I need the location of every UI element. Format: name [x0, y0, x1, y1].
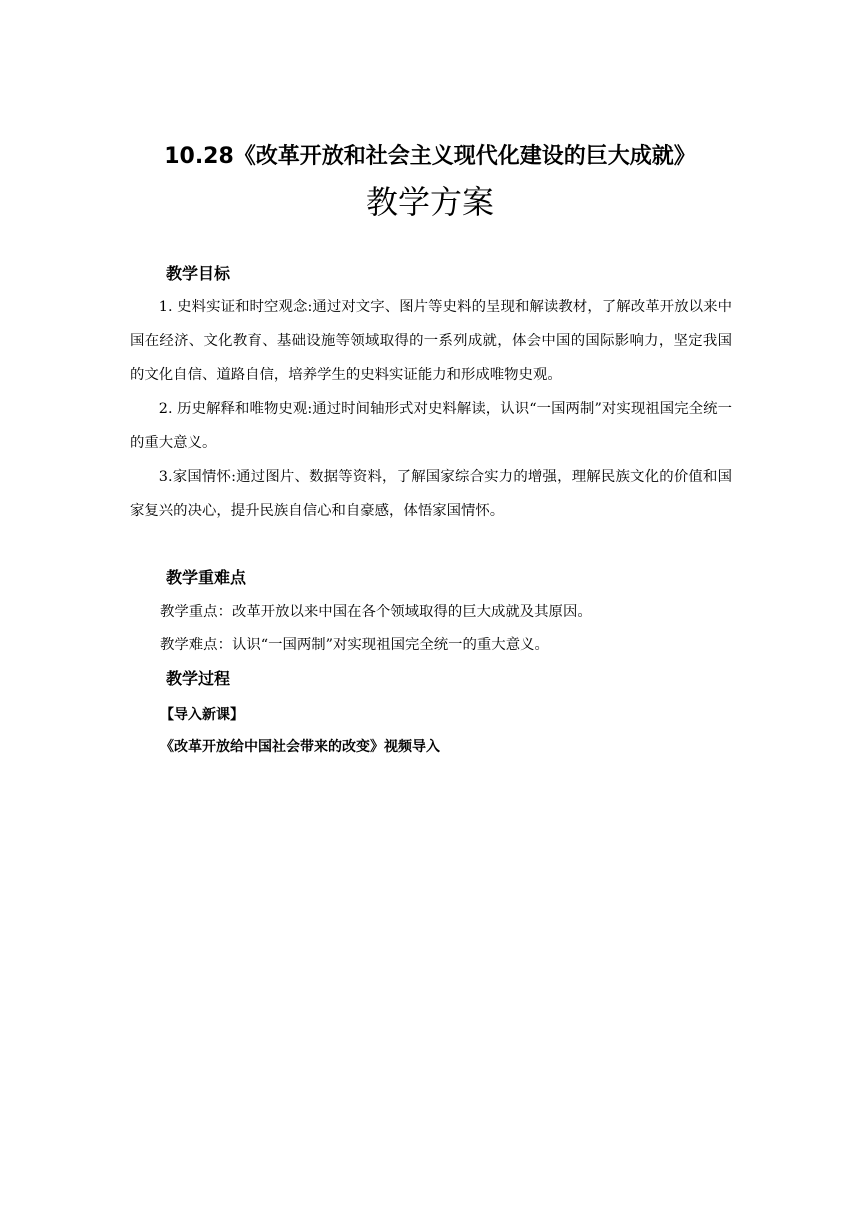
key-points-heading: 教学重难点 — [166, 568, 247, 587]
teaching-difficulty: 教学难点：认识“一国两制”对实现祖国完全统一的重大意义。 — [160, 637, 549, 653]
document-subtitle: 教学方案 — [365, 183, 494, 221]
objective-item-1: 1. 史料实证和时空观念:通过对文字、图片等史料的呈现和解读教材，了解改革开放以来中国在经济、文化教育、基础设施等领域取得的一系列成就，体会中国的国际影响力，坚定我国的文化自信、道路自信，培养学生的史料实证能力和形成唯物史观。 — [130, 299, 732, 383]
objectives-heading: 教学目标 — [166, 264, 231, 283]
objective-item-3: 3.家国情怀:通过图片、数据等资料，了解国家综合实力的增强，理解民族文化的价值和国家复兴的决心，提升民族自信心和自豪感，体悟家国情怀。 — [130, 469, 732, 519]
section-label-intro: 【导入新课】 — [160, 707, 244, 723]
objective-item-2: 2. 历史解释和唯物史观:通过时间轴形式对史料解读，认识“一国两制”对实现祖国完全统一的重大意义。 — [130, 401, 732, 451]
teaching-focus: 教学重点：改革开放以来中国在各个领域取得的巨大成就及其原因。 — [160, 604, 592, 620]
process-heading: 教学过程 — [166, 669, 231, 688]
intro-video-line: 《改革开放给中国社会带来的改变》视频导入 — [160, 739, 440, 755]
document-title: 10.28《改革开放和社会主义现代化建设的巨大成就》 — [164, 144, 696, 169]
